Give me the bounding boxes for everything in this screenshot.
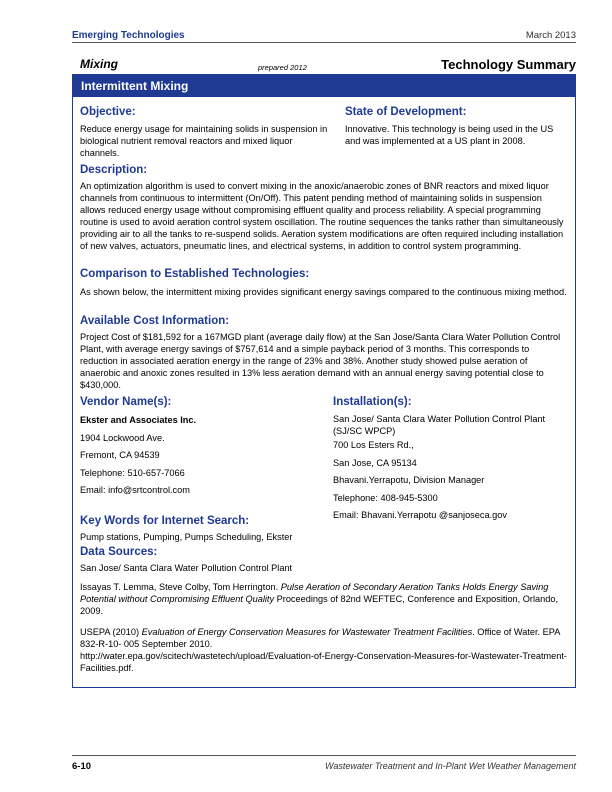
footer-title: Wastewater Treatment and In-Plant Wet Weather Management	[325, 761, 576, 771]
installation-contact: Bhavani.Yerrapotu, Division Manager	[333, 475, 485, 485]
vendor-email: Email: info@srtcontrol.com	[80, 485, 190, 495]
technology-title-band: Intermittent Mixing	[73, 75, 575, 97]
page-number: 6-10	[72, 761, 92, 772]
category-title: Mixing	[80, 57, 118, 71]
source-3-author: USEPA (2010)	[80, 627, 140, 637]
source-3-url[interactable]: http://water.epa.gov/scitech/wastetech/upload/Evaluation-of-Energy-Conservation-Measures-for-Wastewater-Treatment-Facilities.pdf.	[80, 651, 567, 673]
source-2-rest: Proceedings of 82nd WEFTEC, Conference and Exposition, Orlando, 2009.	[80, 594, 559, 616]
summary-title: Technology Summary	[441, 57, 576, 72]
source-3-rest: . Office of Water. EPA 832-R-10- 005 September 2010.	[80, 627, 560, 649]
vendor-name: Ekster and Associates Inc.	[80, 415, 197, 425]
cost-heading: Available Cost Information:	[80, 315, 230, 327]
development-text: Innovative. This technology is being used in the US and was implemented at a US plant in 2008.	[345, 124, 554, 146]
keywords-text: Pump stations, Pumping, Pumps Scheduling, Ekster	[80, 532, 293, 542]
vendor-phone: Telephone: 510-657-7066	[80, 467, 185, 478]
vendor-heading: Vendor Name(s):	[80, 396, 172, 408]
development-heading: State of Development:	[345, 106, 467, 118]
vendor-city: Fremont, CA 94539	[80, 450, 160, 460]
footer-divider	[72, 755, 576, 756]
installation-city: San Jose, CA 95134	[333, 457, 417, 468]
cost-text: Project Cost of $181,592 for a 167MGD plant (average daily flow) at the San Jose/Santa Clara Water Pollution Control Plant, with average energy savings of $757,614 and a simple payback period of 3 months. This corresponds to reduction in associated aeration energy in the range of 23% and 38%. Another study showed pulse aeration of anaerobic and anoxic zones resulted in 13% less aeration demand with an annual energy saving potential close to $430,000.	[80, 332, 561, 390]
comparison-heading: Comparison to Established Technologies:	[80, 268, 310, 280]
vendor-block	[80, 412, 320, 500]
sources-heading: Data Sources:	[80, 546, 158, 558]
source-2	[80, 581, 568, 617]
source-3-title: Evaluation of Energy Conservation Measures for Wastewater Treatment Facilities	[141, 627, 473, 637]
header-divider	[72, 42, 576, 43]
vendor-address: 1904 Lockwood Ave.	[80, 432, 165, 443]
installation-phone: Telephone: 408-945-5300	[333, 492, 438, 503]
comparison-text: As shown below, the intermittent mixing provides significant energy savings compared to the continuous mixing method.	[80, 287, 567, 297]
installation-email: Email: Bhavani.Yerrapotu @sanjoseca.gov	[333, 510, 507, 520]
source-2-title: Pulse Aeration of Secondary Aeration Tanks Holds Energy Saving Potential without Compromising Effluent Quality	[80, 582, 549, 604]
objective-heading: Objective:	[80, 106, 136, 118]
installation-heading: Installation(s):	[333, 396, 412, 408]
description-text: An optimization algorithm is used to convert mixing in the anoxic/anaerobic zones of BNR reactors and mixed liquor channels from continuous to intermittent (On/Off). This patent pending method of maintaining solids in suspension allows reduced energy usage without compromising effluent quality and process reliability. A special programming routine is used to avoid aeration control system oscillation. The routine sequences the tanks rather than simultaneously providing air to all the tanks to re-suspend solids. Aeration system modifications are often required including installation of new valves, actuators, pneumatic lines, and electrical systems, in addition to control system programming.	[80, 181, 564, 251]
installation-address: 700 Los Esters Rd.,	[333, 440, 414, 450]
prepared-date: prepared 2012	[258, 63, 307, 72]
source-1: San Jose/ Santa Clara Water Pollution Control Plant	[80, 563, 293, 573]
installation-plant: San Jose/ Santa Clara Water Pollution Control Plant (SJ/SC WPCP)	[333, 414, 546, 436]
objective-text: Reduce energy usage for maintaining solids in suspension in biological nutrient removal reactors and mixed liquor channels.	[80, 124, 328, 158]
source-2-authors: Issayas T. Lemma, Steve Colby, Tom Herrington.	[80, 582, 279, 592]
description-heading: Description:	[80, 164, 148, 176]
header-section-title: Emerging Technologies	[72, 30, 185, 41]
source-3	[80, 626, 568, 674]
header-date: March 2013	[525, 30, 576, 41]
keywords-heading: Key Words for Internet Search:	[80, 515, 250, 527]
installation-block	[333, 413, 571, 525]
